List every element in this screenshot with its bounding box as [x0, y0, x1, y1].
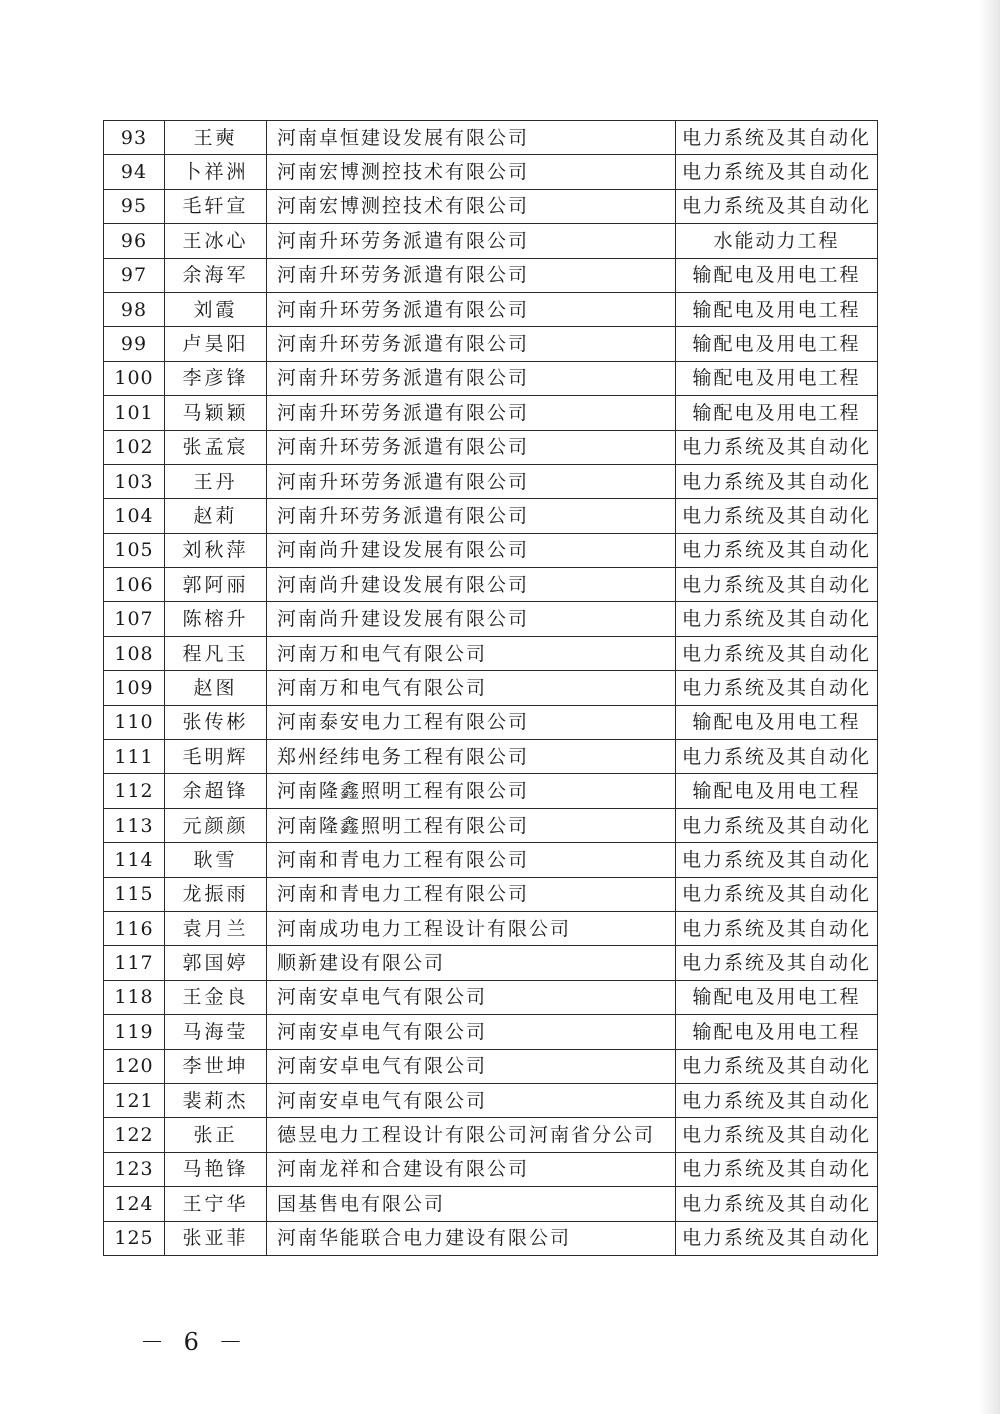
row-number-cell: 120: [104, 1049, 165, 1083]
table-row: [104, 843, 878, 877]
person-name-cell: 王奭: [165, 121, 267, 155]
table-row: [104, 740, 878, 774]
table-row: [104, 361, 878, 395]
company-cell: 河南安卓电气有限公司: [267, 980, 676, 1014]
company-cell: 河南升环劳务派遣有限公司: [267, 258, 676, 292]
row-number-cell: 107: [104, 602, 165, 636]
company-cell: 河南隆鑫照明工程有限公司: [267, 808, 676, 842]
row-number-cell: 93: [104, 121, 165, 155]
company-cell: 河南安卓电气有限公司: [267, 1049, 676, 1083]
person-name-cell: 李世坤: [165, 1049, 267, 1083]
company-cell: 河南尚升建设发展有限公司: [267, 602, 676, 636]
person-name-cell: 刘秋萍: [165, 533, 267, 567]
personnel-table-body: [104, 121, 878, 1256]
table-row: [104, 671, 878, 705]
table-row: [104, 1015, 878, 1049]
row-number-cell: 123: [104, 1152, 165, 1186]
person-name-cell: 张传彬: [165, 705, 267, 739]
major-cell: 电力系统及其自动化: [676, 877, 878, 911]
company-cell: 河南龙祥和合建设有限公司: [267, 1152, 676, 1186]
table-row: [104, 1118, 878, 1152]
major-cell: 电力系统及其自动化: [676, 1049, 878, 1083]
company-cell: 河南升环劳务派遣有限公司: [267, 499, 676, 533]
company-cell: 河南升环劳务派遣有限公司: [267, 430, 676, 464]
table-row: [104, 602, 878, 636]
major-cell: 输配电及用电工程: [676, 361, 878, 395]
major-cell: 电力系统及其自动化: [676, 1221, 878, 1255]
person-name-cell: 王宁华: [165, 1187, 267, 1221]
person-name-cell: 卜祥洲: [165, 155, 267, 189]
personnel-table-container: [103, 120, 877, 1256]
person-name-cell: 元颜颜: [165, 808, 267, 842]
major-cell: 电力系统及其自动化: [676, 155, 878, 189]
major-cell: 水能动力工程: [676, 224, 878, 258]
page-number: － 6 －: [140, 1328, 249, 1356]
row-number-cell: 125: [104, 1221, 165, 1255]
company-cell: 河南升环劳务派遣有限公司: [267, 292, 676, 326]
row-number-cell: 99: [104, 327, 165, 361]
table-row: [104, 911, 878, 945]
major-cell: 电力系统及其自动化: [676, 602, 878, 636]
person-name-cell: 王金良: [165, 980, 267, 1014]
table-row: [104, 189, 878, 223]
table-row: [104, 121, 878, 155]
major-cell: 输配电及用电工程: [676, 705, 878, 739]
major-cell: 输配电及用电工程: [676, 292, 878, 326]
person-name-cell: 王丹: [165, 464, 267, 498]
company-cell: 国基售电有限公司: [267, 1187, 676, 1221]
person-name-cell: 程凡玉: [165, 636, 267, 670]
row-number-cell: 105: [104, 533, 165, 567]
company-cell: 河南和青电力工程有限公司: [267, 843, 676, 877]
table-row: [104, 636, 878, 670]
major-cell: 输配电及用电工程: [676, 1015, 878, 1049]
major-cell: 输配电及用电工程: [676, 980, 878, 1014]
person-name-cell: 袁月兰: [165, 911, 267, 945]
table-row: [104, 774, 878, 808]
table-row: [104, 499, 878, 533]
company-cell: 郑州经纬电务工程有限公司: [267, 740, 676, 774]
major-cell: 电力系统及其自动化: [676, 1187, 878, 1221]
row-number-cell: 119: [104, 1015, 165, 1049]
table-row: [104, 1221, 878, 1255]
major-cell: 电力系统及其自动化: [676, 499, 878, 533]
company-cell: 河南万和电气有限公司: [267, 671, 676, 705]
major-cell: 电力系统及其自动化: [676, 121, 878, 155]
person-name-cell: 郭阿丽: [165, 568, 267, 602]
major-cell: 电力系统及其自动化: [676, 1152, 878, 1186]
table-row: [104, 980, 878, 1014]
table-row: [104, 430, 878, 464]
person-name-cell: 张孟宸: [165, 430, 267, 464]
row-number-cell: 101: [104, 396, 165, 430]
major-cell: 电力系统及其自动化: [676, 808, 878, 842]
major-cell: 电力系统及其自动化: [676, 911, 878, 945]
row-number-cell: 112: [104, 774, 165, 808]
table-row: [104, 327, 878, 361]
table-row: [104, 155, 878, 189]
major-cell: 输配电及用电工程: [676, 327, 878, 361]
row-number-cell: 108: [104, 636, 165, 670]
table-row: [104, 396, 878, 430]
table-row: [104, 258, 878, 292]
row-number-cell: 113: [104, 808, 165, 842]
company-cell: 河南万和电气有限公司: [267, 636, 676, 670]
company-cell: 河南升环劳务派遣有限公司: [267, 464, 676, 498]
table-row: [104, 568, 878, 602]
major-cell: 电力系统及其自动化: [676, 843, 878, 877]
company-cell: 河南尚升建设发展有限公司: [267, 533, 676, 567]
major-cell: 电力系统及其自动化: [676, 1118, 878, 1152]
major-cell: 输配电及用电工程: [676, 774, 878, 808]
major-cell: 电力系统及其自动化: [676, 568, 878, 602]
table-row: [104, 1187, 878, 1221]
major-cell: 电力系统及其自动化: [676, 533, 878, 567]
person-name-cell: 马颖颖: [165, 396, 267, 430]
person-name-cell: 马海莹: [165, 1015, 267, 1049]
company-cell: 德昱电力工程设计有限公司河南省分公司: [267, 1118, 676, 1152]
major-cell: 电力系统及其自动化: [676, 946, 878, 980]
major-cell: 电力系统及其自动化: [676, 464, 878, 498]
row-number-cell: 115: [104, 877, 165, 911]
person-name-cell: 王冰心: [165, 224, 267, 258]
row-number-cell: 95: [104, 189, 165, 223]
row-number-cell: 97: [104, 258, 165, 292]
table-row: [104, 1083, 878, 1117]
company-cell: 河南安卓电气有限公司: [267, 1083, 676, 1117]
person-name-cell: 张亚菲: [165, 1221, 267, 1255]
major-cell: 电力系统及其自动化: [676, 1083, 878, 1117]
row-number-cell: 104: [104, 499, 165, 533]
major-cell: 电力系统及其自动化: [676, 671, 878, 705]
row-number-cell: 94: [104, 155, 165, 189]
person-name-cell: 耿雪: [165, 843, 267, 877]
person-name-cell: 刘霞: [165, 292, 267, 326]
row-number-cell: 118: [104, 980, 165, 1014]
person-name-cell: 余海军: [165, 258, 267, 292]
table-row: [104, 533, 878, 567]
major-cell: 输配电及用电工程: [676, 396, 878, 430]
company-cell: 河南成功电力工程设计有限公司: [267, 911, 676, 945]
scan-edge-shadow: [978, 0, 1000, 1414]
major-cell: 电力系统及其自动化: [676, 189, 878, 223]
row-number-cell: 98: [104, 292, 165, 326]
person-name-cell: 张正: [165, 1118, 267, 1152]
company-cell: 河南华能联合电力建设有限公司: [267, 1221, 676, 1255]
table-row: [104, 808, 878, 842]
major-cell: 电力系统及其自动化: [676, 430, 878, 464]
table-row: [104, 292, 878, 326]
row-number-cell: 109: [104, 671, 165, 705]
table-row: [104, 877, 878, 911]
row-number-cell: 124: [104, 1187, 165, 1221]
person-name-cell: 裴莉杰: [165, 1083, 267, 1117]
company-cell: 河南尚升建设发展有限公司: [267, 568, 676, 602]
person-name-cell: 李彦锋: [165, 361, 267, 395]
person-name-cell: 龙振雨: [165, 877, 267, 911]
row-number-cell: 103: [104, 464, 165, 498]
table-row: [104, 1049, 878, 1083]
major-cell: 电力系统及其自动化: [676, 740, 878, 774]
person-name-cell: 毛明辉: [165, 740, 267, 774]
row-number-cell: 100: [104, 361, 165, 395]
row-number-cell: 111: [104, 740, 165, 774]
company-cell: 河南和青电力工程有限公司: [267, 877, 676, 911]
table-row: [104, 224, 878, 258]
company-cell: 顺新建设有限公司: [267, 946, 676, 980]
company-cell: 河南升环劳务派遣有限公司: [267, 327, 676, 361]
table-row: [104, 464, 878, 498]
company-cell: 河南升环劳务派遣有限公司: [267, 396, 676, 430]
company-cell: 河南卓恒建设发展有限公司: [267, 121, 676, 155]
row-number-cell: 122: [104, 1118, 165, 1152]
company-cell: 河南泰安电力工程有限公司: [267, 705, 676, 739]
personnel-table: [103, 120, 878, 1256]
row-number-cell: 106: [104, 568, 165, 602]
person-name-cell: 马艳锋: [165, 1152, 267, 1186]
person-name-cell: 卢昊阳: [165, 327, 267, 361]
person-name-cell: 赵莉: [165, 499, 267, 533]
table-row: [104, 946, 878, 980]
company-cell: 河南宏博测控技术有限公司: [267, 189, 676, 223]
major-cell: 输配电及用电工程: [676, 258, 878, 292]
major-cell: 电力系统及其自动化: [676, 636, 878, 670]
person-name-cell: 余超锋: [165, 774, 267, 808]
table-row: [104, 1152, 878, 1186]
row-number-cell: 114: [104, 843, 165, 877]
row-number-cell: 96: [104, 224, 165, 258]
person-name-cell: 郭国婷: [165, 946, 267, 980]
company-cell: 河南升环劳务派遣有限公司: [267, 224, 676, 258]
table-row: [104, 705, 878, 739]
person-name-cell: 毛轩宣: [165, 189, 267, 223]
company-cell: 河南升环劳务派遣有限公司: [267, 361, 676, 395]
row-number-cell: 121: [104, 1083, 165, 1117]
company-cell: 河南隆鑫照明工程有限公司: [267, 774, 676, 808]
row-number-cell: 116: [104, 911, 165, 945]
row-number-cell: 102: [104, 430, 165, 464]
row-number-cell: 110: [104, 705, 165, 739]
company-cell: 河南宏博测控技术有限公司: [267, 155, 676, 189]
company-cell: 河南安卓电气有限公司: [267, 1015, 676, 1049]
person-name-cell: 陈榕升: [165, 602, 267, 636]
person-name-cell: 赵图: [165, 671, 267, 705]
row-number-cell: 117: [104, 946, 165, 980]
